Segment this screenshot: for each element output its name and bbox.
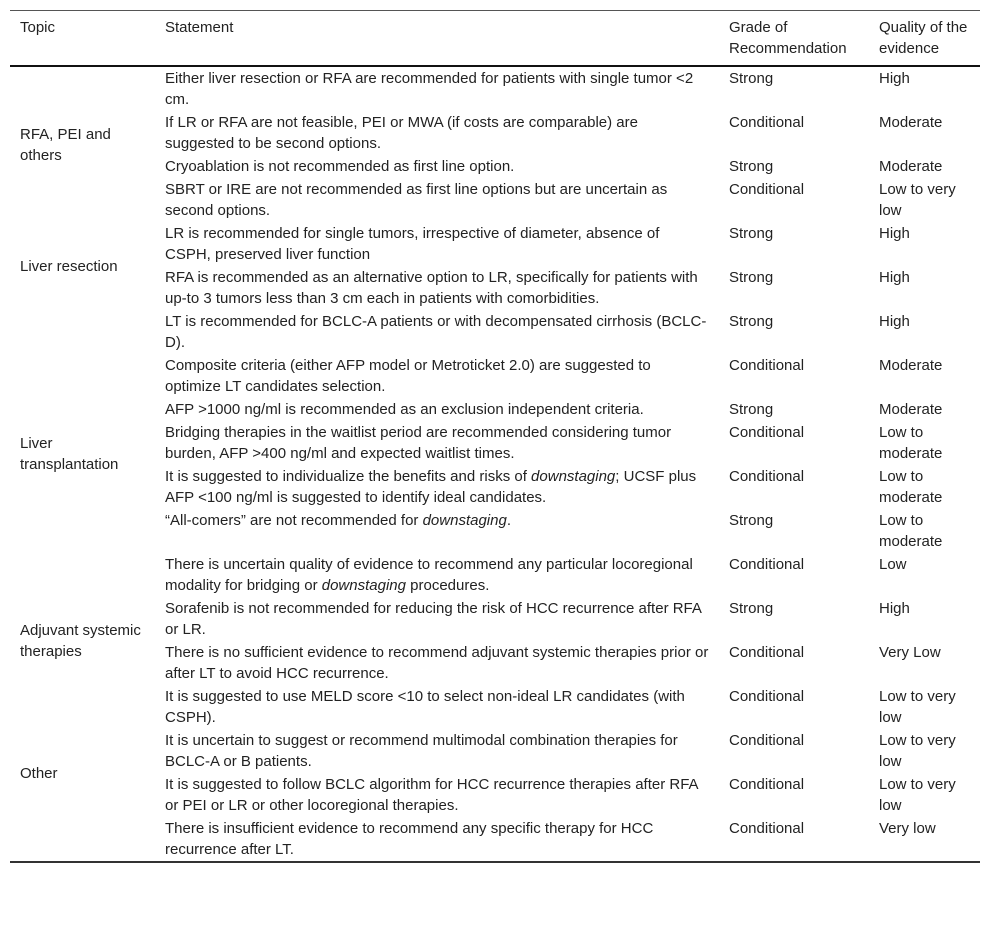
grade-cell: Strong bbox=[729, 158, 774, 175]
statement-emphasis: downstaging bbox=[321, 577, 406, 594]
statement-cell: There is no sufficient evidence to recommend adjuvant systemic therapies prior or after LT to avoid HCC recurrence. bbox=[165, 644, 709, 682]
table-row bbox=[10, 509, 980, 553]
table-row bbox=[10, 685, 980, 729]
grade-cell: Conditional bbox=[729, 181, 805, 198]
topic-cell: Other bbox=[20, 764, 58, 782]
statement-text: . bbox=[506, 512, 511, 529]
topic-cell: Adjuvant systemic therapies bbox=[20, 622, 141, 660]
header-grade: Grade of Recommendation bbox=[729, 19, 847, 57]
grade-cell: Conditional bbox=[729, 776, 805, 793]
grade-cell: Conditional bbox=[729, 424, 805, 441]
grade-cell: Conditional bbox=[729, 688, 805, 705]
header-statement: Statement bbox=[165, 19, 234, 36]
statement-cell bbox=[155, 553, 719, 597]
grade-cell: Strong bbox=[729, 70, 774, 87]
quality-cell: Low to moderate bbox=[879, 468, 943, 506]
table-row bbox=[10, 398, 980, 421]
table-row bbox=[10, 729, 980, 773]
quality-cell: Moderate bbox=[879, 114, 943, 131]
quality-cell: High bbox=[879, 313, 910, 330]
statement-cell: It is uncertain to suggest or recommend multimodal combination therapies for BCLC-A or B patients. bbox=[165, 732, 678, 770]
table-row bbox=[10, 222, 980, 266]
table-row bbox=[10, 641, 980, 685]
statement-emphasis: downstaging bbox=[531, 468, 616, 485]
topic-cell: Liver resection bbox=[20, 257, 118, 275]
statement-cell: Bridging therapies in the waitlist period are recommended considering tumor burden, AFP >400 ng/ml and expected waitlist times. bbox=[165, 424, 672, 462]
table-row bbox=[10, 66, 980, 111]
grade-cell: Strong bbox=[729, 512, 774, 529]
quality-cell: High bbox=[879, 70, 910, 87]
quality-cell: Low to very low bbox=[879, 776, 956, 814]
grade-cell: Strong bbox=[729, 401, 774, 418]
quality-cell: Very Low bbox=[879, 644, 941, 661]
grade-cell: Strong bbox=[729, 269, 774, 286]
topic-cell: Liver transplantation bbox=[20, 434, 119, 473]
statement-cell: Either liver resection or RFA are recommended for patients with single tumor <2 cm. bbox=[165, 70, 694, 108]
quality-cell: Low to very low bbox=[879, 688, 956, 726]
recommendations-table bbox=[10, 10, 980, 863]
statement-cell: It is suggested to use MELD score <10 to select non-ideal LR candidates (with CSPH). bbox=[165, 688, 685, 726]
grade-cell: Conditional bbox=[729, 357, 805, 374]
grade-cell: Strong bbox=[729, 313, 774, 330]
grade-cell: Conditional bbox=[729, 820, 805, 837]
quality-cell: Low to moderate bbox=[879, 512, 943, 550]
statement-emphasis: downstaging bbox=[422, 512, 507, 529]
table-row bbox=[10, 817, 980, 862]
statement-cell: LR is recommended for single tumors, irrespective of diameter, absence of CSPH, preserved liver function bbox=[165, 225, 660, 263]
quality-cell: High bbox=[879, 225, 910, 242]
quality-cell: Very low bbox=[879, 820, 936, 837]
statement-text: “All-comers” are not recommended for bbox=[165, 512, 423, 529]
statement-cell: SBRT or IRE are not recommended as first line options but are uncertain as second options. bbox=[165, 181, 668, 219]
table-row bbox=[10, 553, 980, 597]
statement-cell: RFA is recommended as an alternative option to LR, specifically for patients with up-to 3 tumors less than 3 cm each in patients with comorbidities. bbox=[165, 269, 698, 307]
quality-cell: Low bbox=[879, 556, 907, 573]
grade-cell: Conditional bbox=[729, 644, 805, 661]
statement-cell bbox=[155, 465, 719, 509]
quality-cell: High bbox=[879, 269, 910, 286]
table-row bbox=[10, 310, 980, 354]
grade-cell: Conditional bbox=[729, 114, 805, 131]
header-quality: Quality of the evidence bbox=[879, 19, 968, 57]
quality-cell: Low to very low bbox=[879, 181, 956, 219]
quality-cell: Low to moderate bbox=[879, 424, 943, 462]
table-row bbox=[10, 597, 980, 641]
statement-text: It is suggested to individualize the benefits and risks of bbox=[165, 468, 532, 485]
statement-cell: LT is recommended for BCLC-A patients or with decompensated cirrhosis (BCLC-D). bbox=[165, 313, 707, 351]
statement-cell bbox=[155, 509, 719, 553]
statement-cell: Composite criteria (either AFP model or Metroticket 2.0) are suggested to optimize LT candidates selection. bbox=[165, 357, 651, 395]
quality-cell: Moderate bbox=[879, 401, 943, 418]
grade-cell: Conditional bbox=[729, 468, 805, 485]
table-row bbox=[10, 421, 980, 465]
table-row bbox=[10, 111, 980, 155]
table-row bbox=[10, 266, 980, 310]
table-row bbox=[10, 465, 980, 509]
table-row bbox=[10, 155, 980, 178]
quality-cell: High bbox=[879, 600, 910, 617]
grade-cell: Strong bbox=[729, 225, 774, 242]
table-row bbox=[10, 178, 980, 222]
statement-cell: If LR or RFA are not feasible, PEI or MWA (if costs are comparable) are suggested to be second options. bbox=[165, 114, 638, 152]
table-row bbox=[10, 354, 980, 398]
statement-cell: It is suggested to follow BCLC algorithm for HCC recurrence therapies after RFA or PEI or LR or other locoregional therapies. bbox=[165, 776, 698, 814]
grade-cell: Conditional bbox=[729, 556, 805, 573]
grade-cell: Strong bbox=[729, 600, 774, 617]
table-header bbox=[10, 11, 980, 67]
statement-cell: Cryoablation is not recommended as first line option. bbox=[165, 158, 515, 175]
statement-cell: There is insufficient evidence to recommend any specific therapy for HCC recurrence after LT. bbox=[165, 820, 654, 858]
grade-cell: Conditional bbox=[729, 732, 805, 749]
quality-cell: Moderate bbox=[879, 158, 943, 175]
header-topic: Topic bbox=[20, 19, 56, 36]
quality-cell: Moderate bbox=[879, 357, 943, 374]
statement-text: There is uncertain quality of evidence to recommend any particular locoregional modality for bridging or bbox=[165, 556, 693, 594]
statement-text: procedures. bbox=[405, 577, 490, 594]
statement-cell: Sorafenib is not recommended for reducing the risk of HCC recurrence after RFA or LR. bbox=[165, 600, 702, 638]
quality-cell: Low to very low bbox=[879, 732, 956, 770]
table-row bbox=[10, 773, 980, 817]
topic-cell: RFA, PEI and others bbox=[20, 125, 111, 164]
statement-text: ; UCSF plus AFP <100 ng/ml is suggested to identify ideal candidates. bbox=[165, 468, 697, 506]
table-body bbox=[10, 66, 980, 862]
statement-cell: AFP >1000 ng/ml is recommended as an exclusion independent criteria. bbox=[165, 401, 644, 418]
